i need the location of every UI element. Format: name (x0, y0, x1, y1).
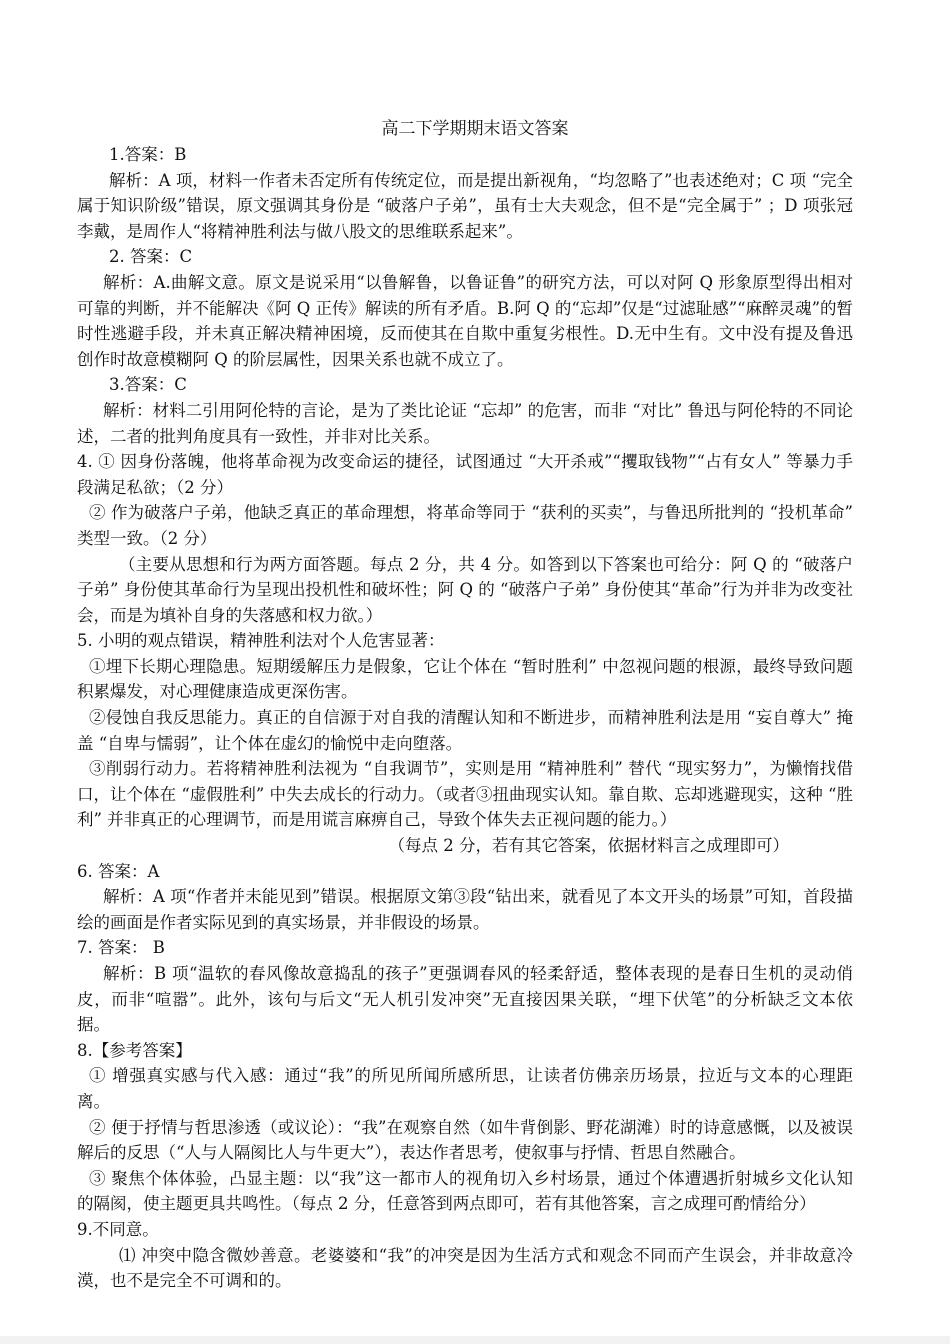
answer-5-point-2: ②侵蚀自我反思能力。真正的自信源于对自我的清醒认知和不断进步，而精神胜利法是用 “妄自尊大” 掩盖 “自卑与懦弱”，让个体在虚幻的愉悦中走向堕落。 (77, 708, 853, 753)
answer-5-intro: 5. 小明的观点错误，精神胜利法对个人危害显著： (77, 631, 445, 651)
answer-9-point-1: ⑴ 冲突中隐含微妙善意。老婆婆和“我”的冲突是因为生活方式和观念不同而产生误会，并非故意冷漠，也不是完全不可调和的。 (77, 1245, 853, 1291)
answer-4-point-1: 4. ① 因身份落魄，他将革命视为改变命运的捷径，试图通过 “大开杀戒”“攫取钱物”“占有女人” 等暴力手段满足私欲；（2 分） (77, 452, 853, 497)
answer-8-point-2: ② 便于抒情与哲思渗透（或议论）：“我”在观察自然（如牛背倒影、野花湖滩）时的诗意感慨，以及被误解后的反思（“人与人隔阂比人与牛更大”），表达作者思考，使叙事与抒情、哲思自然融合。 (77, 1117, 853, 1163)
answer-4-note: （主要从思想和行为两方面答题。每点 2 分，共 4 分。如答到以下答案也可给分：阿 Q 的 “破落户子弟” 身份使其革命行为呈现出投机性和破坏性；阿 Q 的 “破落户子弟” 身份使其“革命”行为并非为改变社会，而是为填补自身的失落感和权力欲。） (77, 554, 853, 625)
analysis-7: 解析：B 项“温软的春风像故意捣乱的孩子”更强调春风的轻柔舒适，整体表现的是春日生机的灵动俏皮，而非“喧嚣”。此外，该句与后文“无人机引发冲突”无直接因果关联，“埋下伏笔”的分析缺乏文本依据。 (77, 964, 853, 1035)
answer-8-heading: 8.【参考答案】 (77, 1040, 192, 1060)
analysis-3: 解析：材料二引用阿伦特的言论，是为了类比论证 “忘却” 的危害，而非 “对比” 鲁迅与阿伦特的不同论述，二者的批判角度具有一致性，并非对比关系。 (77, 400, 853, 446)
answer-5-scoring-note: （每点 2 分，若有其它答案，依据材料言之成理即可） (388, 836, 789, 856)
answer-5-point-3: ③削弱行动力。若将精神胜利法视为 “自我调节”，实则是用 “精神胜利” 替代 “现实努力”，为懒惰找借口，让个体在 “虚假胜利” 中失去成长的行动力。（或者③扭曲现实认知。靠自欺、忘却逃避现实，这种 “胜利” 并非真正的心理调节，而是用谎言麻痹自己，导致个体失去正视问题的能力。） (77, 759, 853, 830)
answer-1: 1.答案：B (109, 145, 187, 164)
answer-8-point-3: ③ 聚焦个体体验，凸显主题：以“我”这一都市人的视角切入乡村场景，通过个体遭遇折射城乡文化认知的隔阂，使主题更具共鸣性。（每点 2 分，任意答到两点即可，若有其他答案，言之成理可酌情给分） (77, 1168, 853, 1214)
analysis-6: 解析：A 项“作者并未能见到”错误。根据原文第③段“钻出来，就看见了本文开头的场景”可知，首段描绘的画面是作者实际见到的真实场景，并非假设的场景。 (77, 887, 853, 932)
answer-3: 3.答案：C (109, 375, 187, 395)
document-body (77, 142, 853, 1294)
answer-4-point-2: ② 作为破落户子弟，他缺乏真正的革命理想，将革命等同于 “获利的买卖”，与鲁迅所批判的 “投机革命” 类型一致。（2 分） (77, 503, 853, 548)
page-title: 高二下学期期末语文答案 (381, 119, 569, 139)
answer-9: 9.不同意。 (77, 1219, 159, 1239)
page-bottom-edge (0, 1336, 950, 1344)
answer-6: 6. 答案：A (77, 861, 160, 881)
analysis-1: 解析：A 项，材料一作者未否定所有传统定位，而是提出新视角，“均忽略了”也表述绝对；C 项 “完全属于知识阶级”错误，原文强调其身份是 “破落户子弟”，虽有士大夫观念，但不是“完全属于” ；D 项张冠李戴，是周作人“将精神胜利法与做八股文的思维联系起来”。 (77, 170, 853, 241)
answer-5-point-1: ①埋下长期心理隐患。短期缓解压力是假象，它让个体在 “暂时胜利” 中忽视问题的根源，最终导致问题积累爆发，对心理健康造成更深伤害。 (77, 656, 853, 702)
analysis-2: 解析：A.曲解文意。原文是说采用“以鲁解鲁，以鲁证鲁”的研究方法，可以对阿 Q 形象原型得出相对可靠的判断，并不能解决《阿 Q 正传》解读的所有矛盾。B.阿 Q 的“忘却”仅是“过滤耻感”“麻醉灵魂”的暂时性逃避手段，并未真正解决精神困境，反而使其在自欺中重复劣根性。D.无中生有。文中没有提及鲁迅创作时故意模糊阿 Q 的阶层属性，因果关系也就不成立了。 (77, 272, 854, 369)
answer-2: 2. 答案：C (109, 247, 193, 267)
answer-8-point-1: ① 增强真实感与代入感：通过“我”的所见所闻所感所思，让读者仿佛亲历场景，拉近与文本的心理距离。 (77, 1066, 853, 1111)
answer-7: 7. 答案： B (77, 938, 165, 958)
